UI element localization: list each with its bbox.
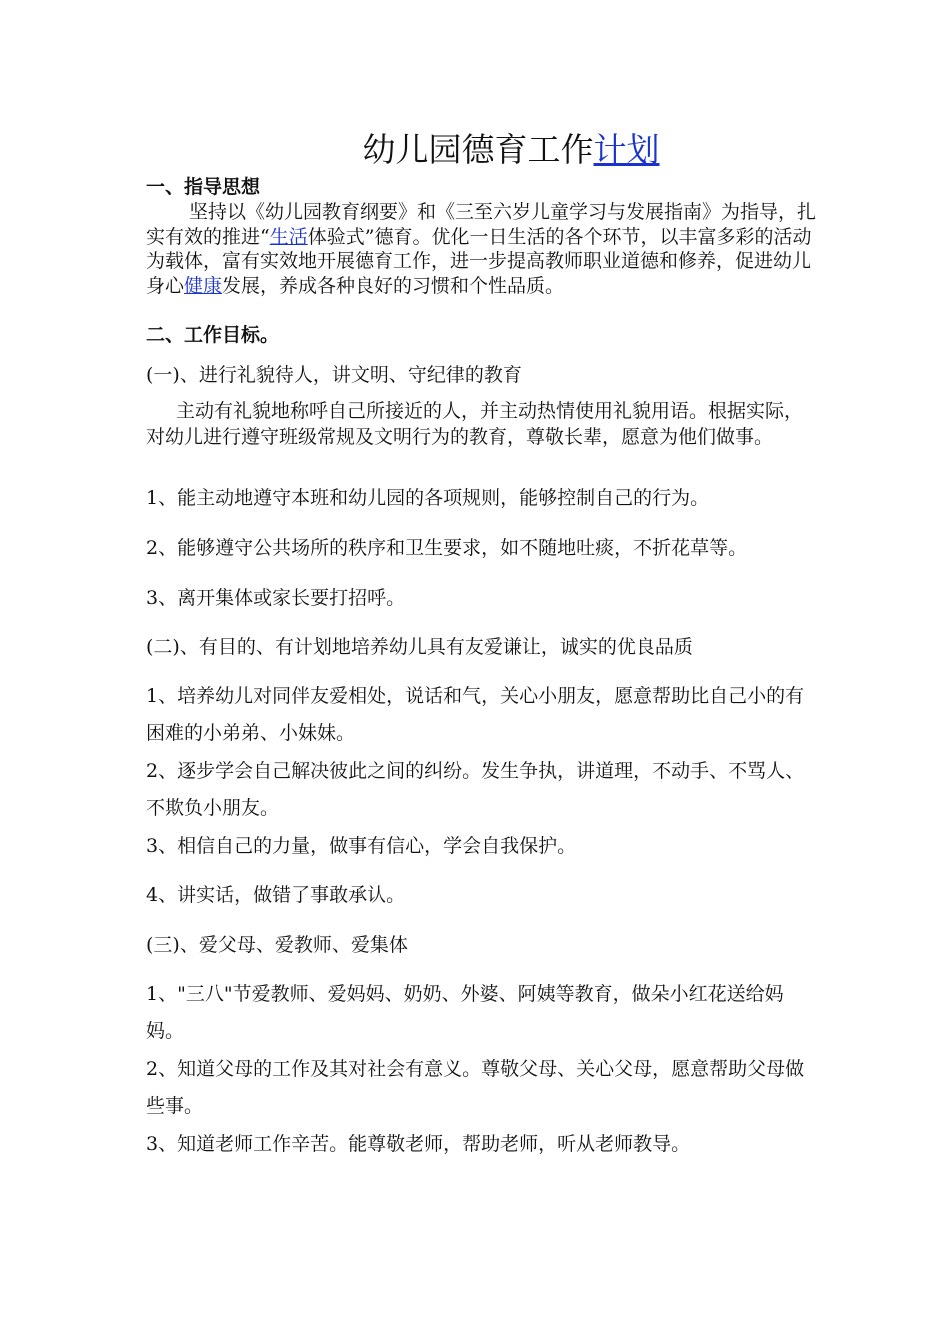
title-link-plan[interactable]: 计划 (593, 130, 660, 169)
para-text-2: 体验式”德育。优化一日生活的各个环节，以丰富多彩的活动为载体，富有实效地开展德育工作，进一步提高教师职业道德和修养，促进幼儿身心 (146, 225, 812, 297)
section1-heading: 一、指导思想 (146, 176, 261, 198)
sub2-item-1: 1、培养幼儿对同伴友爱相处，说话和气，关心小朋友，愿意帮助比自己小的有困难的小弟弟、小妹妹。 (146, 685, 805, 744)
title-text: 幼儿园德育工作 (362, 130, 594, 169)
sub2-item-3: 3、相信自己的力量，做事有信心，学会自我保护。 (146, 835, 577, 857)
section1-paragraph (146, 200, 818, 298)
section2-heading: 二、工作目标。 (146, 324, 280, 346)
link-life[interactable]: 生活 (269, 225, 308, 248)
sub3-item-1: 1、"三八"节爱教师、爱妈妈、奶奶、外婆、阿姨等教育，做朵小红花送给妈妈。 (146, 983, 784, 1042)
link-health[interactable]: 健康 (184, 274, 223, 297)
sub3-heading: (三)、爱父母、爱教师、爱集体 (146, 934, 408, 956)
sub1-heading: (一)、进行礼貌待人，讲文明、守纪律的教育 (146, 364, 522, 386)
para-text-3: 发展，养成各种良好的习惯和个性品质。 (222, 274, 565, 297)
document-title (0, 128, 950, 172)
sub2-item-4: 4、讲实话，做错了事敢承认。 (146, 884, 406, 906)
sub2-item-2: 2、逐步学会自己解决彼此之间的纠纷。发生争执，讲道理，不动手、不骂人、不欺负小朋友。 (146, 760, 805, 819)
sub3-item-3: 3、知道老师工作辛苦。能尊敬老师，帮助老师，听从老师教导。 (146, 1133, 691, 1155)
sub1-item-2: 2、能够遵守公共场所的秩序和卫生要求，如不随地吐痰，不折花草等。 (146, 537, 748, 559)
sub1-intro: 主动有礼貌地称呼自己所接近的人，并主动热情使用礼貌用语。根据实际，对幼儿进行遵守班级常规及文明行为的教育，尊敬长辈，愿意为他们做事。 (146, 400, 804, 448)
sub1-item-3: 3、离开集体或家长要打招呼。 (146, 587, 406, 609)
para-text-1: 坚持以《幼儿园教育纲要》和《三至六岁儿童学习与发展指南》为指导，扎实有效的推进“ (146, 201, 817, 248)
sub2-heading: (二)、有目的、有计划地培养幼儿具有友爱谦让，诚实的优良品质 (146, 636, 693, 658)
sub3-item-2: 2、知道父母的工作及其对社会有意义。尊敬父母、关心父母，愿意帮助父母做些事。 (146, 1058, 805, 1117)
sub1-item-1: 1、能主动地遵守本班和幼儿园的各项规则，能够控制自己的行为。 (146, 487, 710, 509)
